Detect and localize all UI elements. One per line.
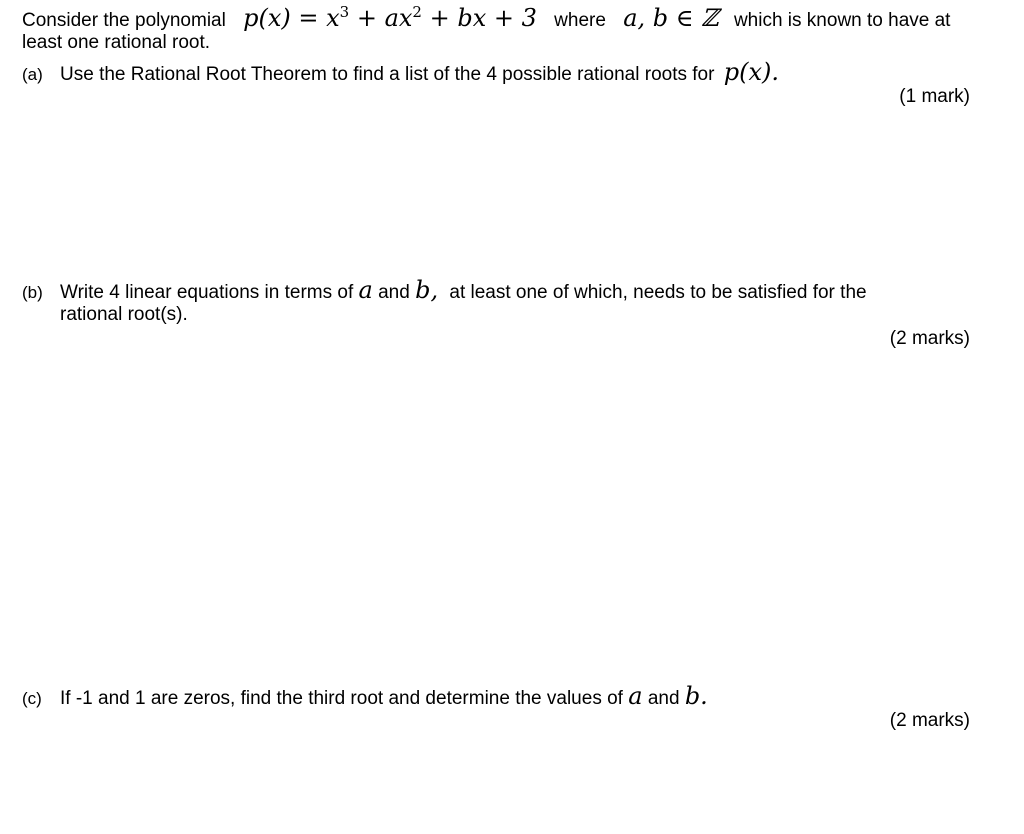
part-c-var-b: b. (684, 682, 708, 710)
intro-text-after: which is known to have at (733, 10, 951, 31)
part-b-line-2: rational root(s). (60, 304, 188, 325)
part-c-label: (c) (22, 689, 42, 708)
part-b-var-a: a (358, 276, 373, 304)
part-b-and: and (378, 282, 410, 303)
set-formula: a, b ∈ ℤ (623, 4, 719, 32)
part-a-question (22, 58, 779, 86)
intro-line-1 (22, 4, 950, 32)
part-a-formula: p(x). (723, 58, 779, 86)
part-c-question (22, 682, 708, 710)
polynomial-formula: $p(x) = x^3 + ax^2$ + bx + 3 (243, 3, 537, 32)
part-a-text: Use the Rational Root Theorem to find a list of the 4 possible rational roots for (60, 64, 715, 85)
part-b-question (22, 276, 867, 304)
part-c-marks: (2 marks) (889, 710, 970, 731)
part-c-text: If -1 and 1 are zeros, find the third root and determine the values of (60, 688, 623, 709)
part-b-var-b: b, (415, 276, 439, 304)
part-b-text-2: at least one of which, needs to be satisfied for the (449, 282, 867, 303)
part-a-marks: (1 mark) (899, 86, 970, 107)
part-c-var-a: a (628, 682, 643, 710)
intro-text-before: Consider the polynomial (22, 10, 226, 31)
intro-line-2: least one rational root. (22, 32, 211, 53)
where-word: where (554, 10, 606, 31)
part-a-label: (a) (22, 65, 43, 84)
part-c-and: and (647, 688, 680, 709)
part-b-label: (b) (22, 283, 43, 302)
part-b-marks: (2 marks) (889, 328, 970, 349)
part-b-text-1: Write 4 linear equations in terms of (60, 282, 354, 303)
